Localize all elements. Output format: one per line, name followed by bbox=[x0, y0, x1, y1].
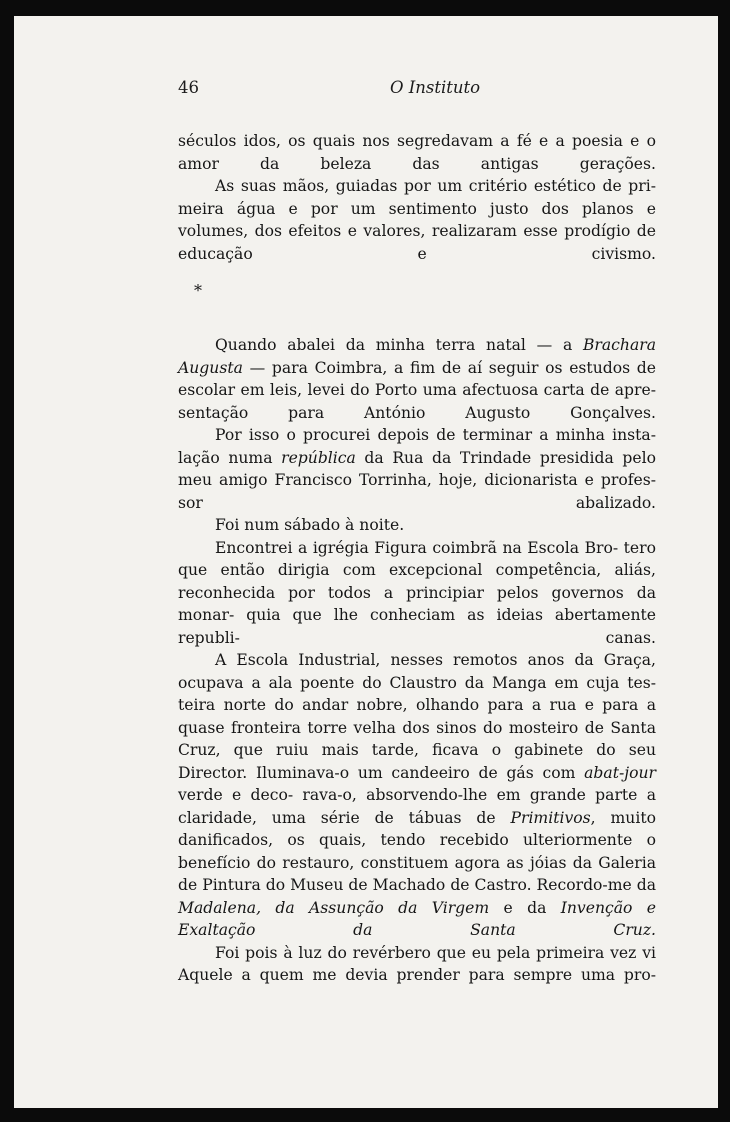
text-line: Quando abalei da minha terra natal — a Brachara bbox=[215, 336, 656, 354]
text-line: recebido ulteriormente o benefício do restauro, constituem bbox=[178, 831, 657, 872]
text-line: e da Invenção e Exaltação da Santa Cruz. bbox=[178, 898, 657, 939]
text-line: sentação para António Augusto Gonçalves. bbox=[178, 403, 656, 422]
text-line: meu amigo Francisco Torrinha, hoje, dicionarista e profes- bbox=[178, 471, 656, 489]
text-line: Cruz, que ruiu mais tarde, ficava o gabinete do seu Director. bbox=[178, 741, 656, 782]
text-line: vi Aquele a quem me devia prender para sempre uma pro- bbox=[178, 943, 656, 984]
paragraph bbox=[178, 424, 656, 514]
paragraph bbox=[178, 334, 656, 424]
text-line: lação numa república da Rua da Trindade presidida pelo bbox=[178, 448, 656, 467]
text-line: Iluminava-o um candeeiro de gás com abat-jour verde e deco- bbox=[178, 763, 656, 804]
page bbox=[14, 16, 718, 1108]
text-line: canas. bbox=[605, 628, 656, 647]
text-line: rava-o, absorvendo-lhe em grande parte a claridade, uma série bbox=[178, 786, 656, 827]
paragraph bbox=[178, 649, 656, 942]
paragraph bbox=[178, 175, 656, 265]
text-line: séculos idos, os quais nos segredavam a fé e a poesia e o amor bbox=[178, 132, 656, 173]
text-line: de tábuas de Primitivos, muito danificados, os quais, tendo bbox=[178, 808, 656, 849]
text-line: ocupava a ala poente do Claustro da Manga em cuja tes- bbox=[178, 673, 656, 692]
text-line: teira norte do andar nobre, olhando para a rua e para a bbox=[178, 696, 656, 714]
text-line: As suas mãos, guiadas por um critério estético de pri- bbox=[215, 177, 656, 195]
text-line: Encontrei a igrégia Figura coimbrã na Escola Bro- bbox=[215, 538, 619, 557]
text-line: reconhecida por todos a principiar pelos governos da monar- bbox=[178, 583, 656, 624]
running-title: O Instituto bbox=[389, 78, 481, 97]
section-separator: * bbox=[194, 281, 202, 300]
text-line: agora as jóias da Galeria de Pintura do Museu de Machado bbox=[178, 853, 656, 894]
text-line: quia que lhe conheciam as ideias abertamente republi- bbox=[178, 606, 656, 647]
text-line: Augusta — para Coimbra, a fim de aí seguir os estudos de bbox=[178, 358, 656, 377]
text-line: da beleza das antigas gerações. bbox=[260, 154, 656, 173]
running-header bbox=[178, 78, 656, 102]
paragraph bbox=[178, 537, 656, 650]
text-line: quase fronteira torre velha dos sinos do mosteiro de Santa bbox=[178, 718, 656, 737]
paragraph bbox=[178, 130, 656, 175]
text-line: Foi pois à luz do revérbero que eu pela primeira vez bbox=[215, 943, 637, 962]
text-line: Foi num sábado à noite. bbox=[215, 516, 405, 534]
text-line: tero que então dirigia com excepcional competência, aliás, bbox=[178, 538, 656, 579]
body-text bbox=[178, 130, 656, 987]
text-line: e civismo. bbox=[417, 244, 656, 263]
text-line: sor abalizado. bbox=[178, 493, 656, 512]
paragraph bbox=[178, 942, 656, 987]
text-line: escolar em leis, levei do Porto uma afectuosa carta de apre- bbox=[178, 381, 656, 399]
text-line: de Castro. Recordo-me da Madalena, da Assunção da Virgem bbox=[178, 876, 656, 917]
text-line: A Escola Industrial, nesses remotos anos da Graça, bbox=[215, 651, 656, 669]
page-number: 46 bbox=[178, 78, 199, 97]
paragraph bbox=[178, 514, 656, 537]
text-line: Por isso o procurei depois de terminar a minha insta- bbox=[215, 426, 656, 444]
text-line: meira água e por um sentimento justo dos planos e volumes, bbox=[178, 199, 656, 240]
text-line: dos efeitos e valores, realizaram esse prodígio de educação bbox=[178, 222, 656, 263]
